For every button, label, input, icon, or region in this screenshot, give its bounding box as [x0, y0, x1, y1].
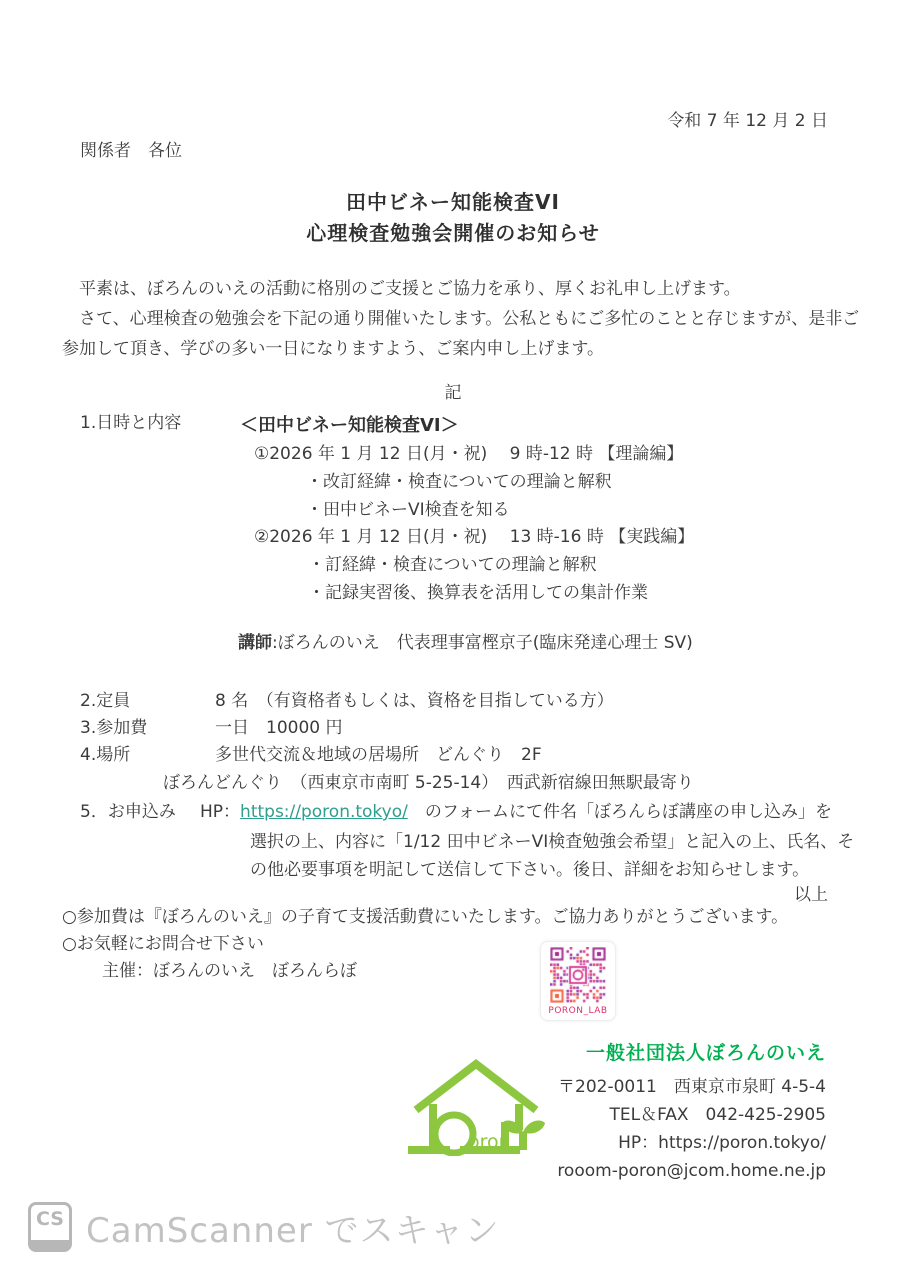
fee-value: 一日 10000 円: [215, 718, 343, 738]
lecturer-label: 講師: [238, 633, 272, 653]
contact-block: [557, 1038, 826, 1185]
place-label: 4.場所: [80, 745, 131, 765]
session1-line: ①2026 年 1 月 12 日(月・祝) 9 時-12 時 【理論編】: [254, 444, 684, 464]
session1-point-2: ・田中ビネーVI検査を知る: [306, 500, 510, 520]
document-title-line1: 田中ビネー知能検査VI: [346, 190, 560, 214]
greeting-line-2: さて、心理検査の勉強会を下記の通り開催いたします。公私ともにご多忙のことと存じますが、是非ご: [62, 309, 860, 329]
recipient-line: 関係者 各位: [80, 141, 182, 161]
apply-line3: の他必要事項を明記して送信して下さい。後日、詳細をお知らせします。: [250, 860, 810, 880]
camscanner-icon-letters: CS: [36, 1208, 64, 1230]
camscanner-icon: [28, 1202, 72, 1252]
lecturer-line: [238, 632, 693, 655]
apply-label: 5．お申込み: [80, 802, 176, 822]
capacity-value: 8 名 （有資格者もしくは、資格を目指している方）: [215, 691, 614, 711]
record-mark: 記: [444, 383, 462, 403]
apply-line2: 選択の上、内容に「1/12 田中ビネーVI検査勉強会希望」と記入の上、氏名、そ: [250, 832, 855, 852]
note-contact: ○お気軽にお問合せ下さい: [62, 934, 264, 954]
tel-fax: TEL＆FAX 042-425-2905: [609, 1105, 826, 1125]
company-name: 一般社団法人ぼろんのいえ: [585, 1042, 826, 1064]
apply-post: のフォームにて件名「ぼろんらぼ講座の申し込み」を: [407, 802, 833, 822]
session1-point-1: ・改訂経緯・検査についての理論と解釈: [306, 472, 612, 492]
homepage-url: HP：https://poron.tokyo/: [618, 1133, 826, 1153]
organizer-line: 主催：ぼろんのいえ ぼろんらぼ: [102, 961, 357, 981]
camscanner-icon-bar: [31, 1240, 69, 1249]
session2-point-2: ・記録実習後、換算表を活用しての集計作業: [308, 583, 648, 603]
document-date: 令和 7 年 12 月 2 日: [667, 111, 828, 131]
session2-point-1: ・訂経緯・検査についての理論と解釈: [308, 555, 597, 575]
camscanner-text: CamScanner でスキャン: [86, 1210, 500, 1251]
instagram-qr-code: [550, 947, 606, 1003]
note-fee-usage: ○参加費は『ぼろんのいえ』の子育て支援活動費にいたします。ご協力ありがとうございます。: [62, 907, 789, 927]
place-value: 多世代交流＆地域の居場所 どんぐり 2F: [215, 745, 542, 765]
instagram-qr-card: [540, 941, 616, 1021]
apply-pre: HP：: [200, 802, 241, 822]
document-title-line2: 心理検査勉強会開催のお知らせ: [306, 221, 600, 245]
apply-line1: [200, 801, 832, 824]
greeting-line-3: 参加して頂き、学びの多い一日になりますよう、ご案内申し上げます。: [62, 339, 604, 359]
greeting-line-1: 平素は、ぼろんのいえの活動に格別のご支援とご協力を承り、厚くお礼申し上げます。: [62, 279, 741, 299]
poron-tokyo-link[interactable]: https://poron.tokyo/: [240, 802, 408, 822]
closing-mark: 以上: [794, 885, 828, 905]
logo-text: oron: [468, 1131, 511, 1153]
place-line2: ぼろんどんぐり （西東京市南町 5-25-14） 西武新宿線田無駅最寄り: [163, 773, 694, 793]
capacity-label: 2.定員: [80, 691, 131, 711]
postal-address: 〒202-0011 西東京市泉町 4-5-4: [558, 1077, 826, 1097]
agenda-label: 1.日時と内容: [80, 413, 182, 433]
qr-account-label: PORON_LAB: [548, 1006, 608, 1016]
session2-line: ②2026 年 1 月 12 日(月・祝) 13 時-16 時 【実践編】: [254, 527, 695, 547]
lecturer-value: :ぼろんのいえ 代表理事富樫京子(臨床発達心理士 SV): [272, 633, 693, 653]
fee-label: 3.参加費: [80, 718, 148, 738]
camscanner-watermark: [28, 1202, 500, 1252]
poron-house-logo: [402, 1054, 550, 1156]
email-address: rooom-poron@jcom.home.ne.jp: [557, 1161, 826, 1181]
agenda-heading: ＜田中ビネー知能検査VI＞: [240, 415, 459, 436]
